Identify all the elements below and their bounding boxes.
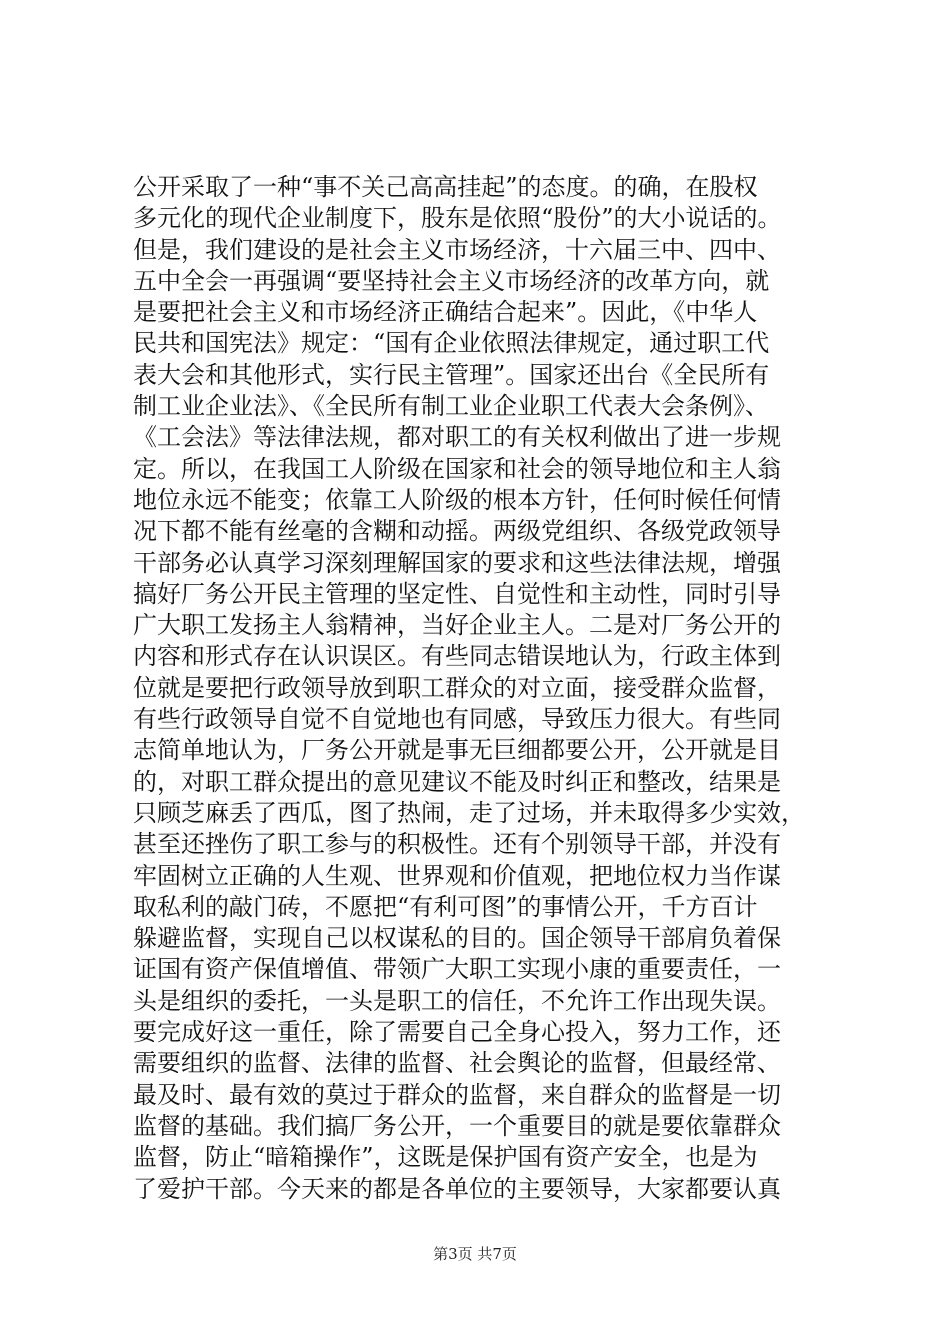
text-line: 表大会和其他形式，实行民主管理”。国家还出台《全民所有 [133,360,770,389]
text-line: 取私利的敲门砖，不愿把“有利可图”的事情公开，千方百计 [133,892,758,921]
text-line: 头是组织的委托，一头是职工的信任，不允许工作出现失误。 [133,986,781,1015]
text-line: 的，对职工群众提出的意见建议不能及时纠正和整改，结果是 [133,767,781,796]
text-line: 证国有资产保值增值、带领广大职工实现小康的重要责任，一 [133,955,781,984]
text-line: 地位永远不能变；依靠工人阶级的根本方针，任何时候任何情 [133,485,781,514]
text-line: 《工会法》等法律法规，都对职工的有关权利做出了进一步规 [133,423,781,452]
text-line: 位就是要把行政领导放到职工群众的对立面，接受群众监督， [133,673,781,702]
text-line: 最及时、最有效的莫过于群众的监督，来自群众的监督是一切 [133,1080,781,1109]
text-line: 甚至还挫伤了职工参与的积极性。还有个别领导干部，并没有 [133,830,781,859]
text-line: 况下都不能有丝毫的含糊和动摇。两级党组织、各级党政领导 [133,517,781,546]
text-line: 需要组织的监督、法律的监督、社会舆论的监督，但最经常、 [133,1049,781,1078]
text-line: 监督，防止“暗箱操作”，这既是保护国有资产安全，也是为 [133,1143,758,1172]
text-line: 要完成好这一重任，除了需要自己全身心投入，努力工作，还 [133,1018,781,1047]
text-line: 定。所以，在我国工人阶级在国家和社会的领导地位和主人翁 [133,454,781,483]
body-text [133,172,833,1205]
text-line: 监督的基础。我们搞厂务公开，一个重要目的就是要依靠群众 [133,1111,781,1140]
page-number: 第3页 共7页 [433,1245,517,1263]
text-line: 躲避监督，实现自己以权谋私的目的。国企领导干部肩负着保 [133,924,781,953]
text-line: 但是，我们建设的是社会主义市场经济，十六届三中、四中、 [133,235,781,264]
text-line: 有些行政领导自觉不自觉地也有同感，导致压力很大。有些同 [133,705,781,734]
text-line: 搞好厂务公开民主管理的坚定性、自觉性和主动性，同时引导 [133,579,781,608]
text-line: 制工业企业法》、《全民所有制工业企业职工代表大会条例》、 [133,392,769,421]
text-line: 民共和国宪法》规定：“国有企业依照法律规定，通过职工代 [133,329,770,358]
text-line: 了爱护干部。今天来的都是各单位的主要领导，大家都要认真 [133,1174,781,1203]
text-line: 公开采取了一种“事不关己高高挂起”的态度。的确，在股权 [133,173,758,201]
text-line: 广大职工发扬主人翁精神，当好企业主人。二是对厂务公开的 [133,611,781,640]
text-line: 志简单地认为，厂务公开就是事无巨细都要公开，公开就是目 [133,736,781,765]
text-line: 是要把社会主义和市场经济正确结合起来”。因此，《中华人 [133,298,758,327]
text-line: 牢固树立正确的人生观、世界观和价值观，把地位权力当作谋 [133,861,781,890]
text-line: 五中全会一再强调“要坚持社会主义市场经济的改革方向，就 [133,266,770,295]
text-line: 多元化的现代企业制度下，股东是依照“股份”的大小说话的。 [133,204,782,233]
text-line: 干部务必认真学习深刻理解国家的要求和这些法律法规，增强 [133,548,781,577]
text-line: 只顾芝麻丢了西瓜，图了热闹，走了过场，并未取得多少实效， [133,798,805,827]
text-line: 内容和形式存在认识误区。有些同志错误地认为，行政主体到 [133,642,781,671]
